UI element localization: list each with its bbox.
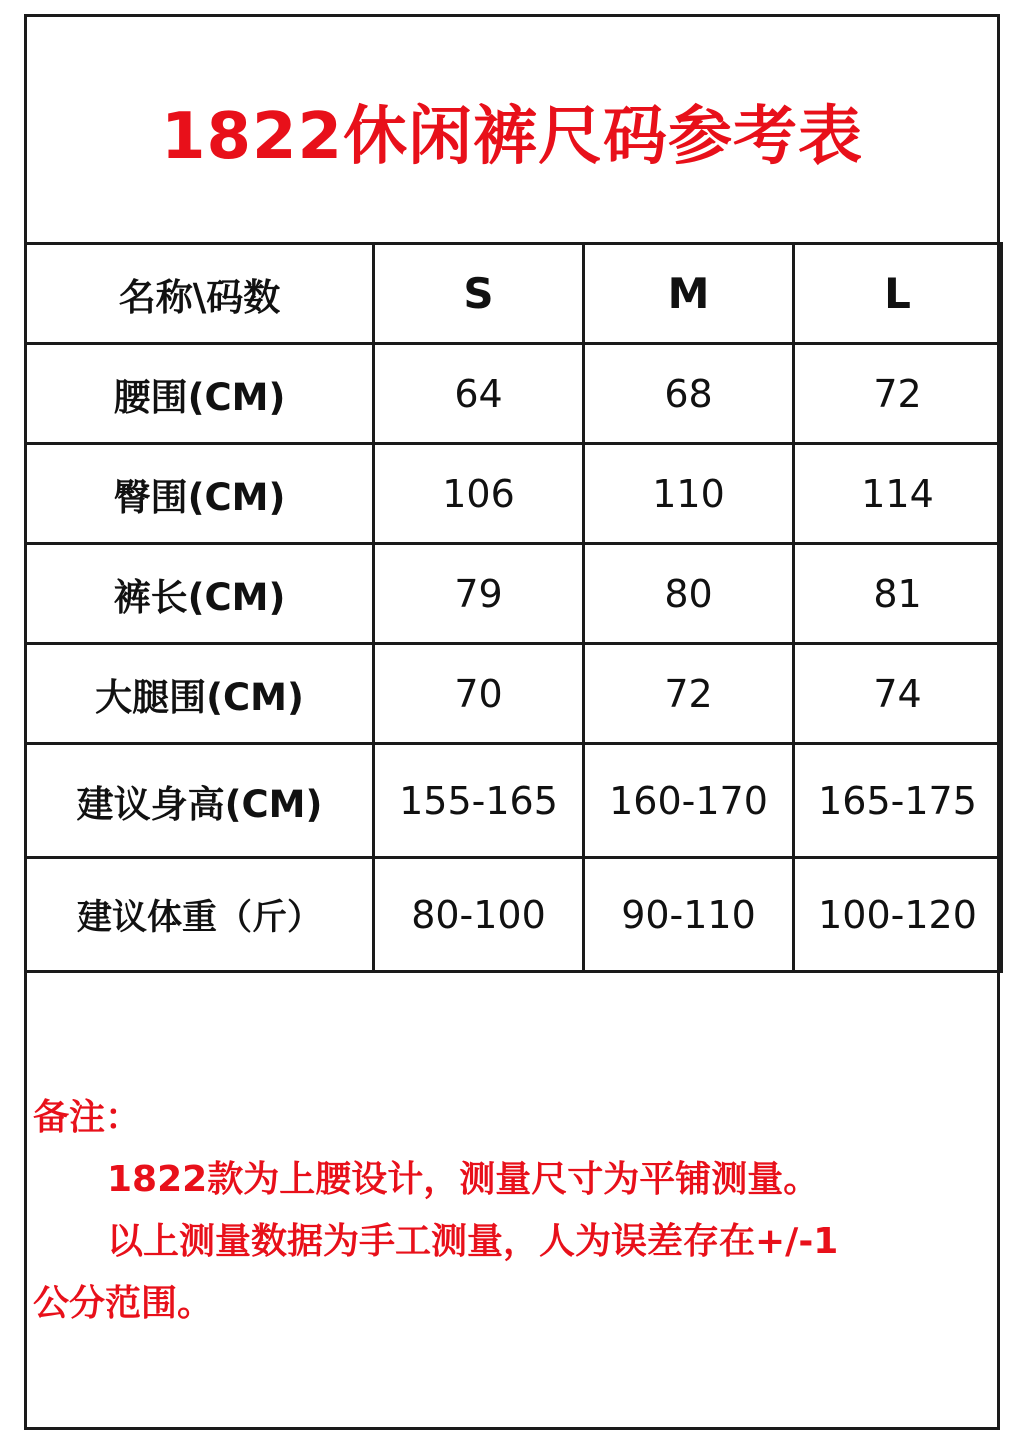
table-cell: 72 xyxy=(584,644,794,744)
row-label-height: 建议身高(CM) xyxy=(26,744,374,858)
table-cell: 68 xyxy=(584,344,794,444)
size-header-l: L xyxy=(794,244,1002,344)
table-cell: 81 xyxy=(794,544,1002,644)
row-label-hip: 臀围(CM) xyxy=(26,444,374,544)
table-cell: 72 xyxy=(794,344,1002,444)
size-table xyxy=(24,242,1003,973)
title-box xyxy=(27,17,997,245)
table-row xyxy=(26,644,1002,744)
notes-line-1: 1822款为上腰设计，测量尺寸为平铺测量。 xyxy=(107,1159,820,1200)
table-row xyxy=(26,858,1002,972)
table-cell: 155-165 xyxy=(374,744,584,858)
table-header-row xyxy=(26,244,1002,344)
chart-title: 1822休闲裤尺码参考表 xyxy=(160,100,864,174)
row-label-thigh: 大腿围(CM) xyxy=(26,644,374,744)
row-label-waist: 腰围(CM) xyxy=(26,344,374,444)
row-label-weight: 建议体重（斤） xyxy=(26,858,374,972)
table-row xyxy=(26,444,1002,544)
notes-line-2: 以上测量数据为手工测量，人为误差存在+/-1 xyxy=(107,1221,839,1262)
table-cell: 64 xyxy=(374,344,584,444)
table-cell: 165-175 xyxy=(794,744,1002,858)
notes-section xyxy=(33,1087,993,1335)
table-row xyxy=(26,544,1002,644)
table-cell: 110 xyxy=(584,444,794,544)
table-cell: 70 xyxy=(374,644,584,744)
table-cell: 74 xyxy=(794,644,1002,744)
notes-line-3: 公分范围。 xyxy=(33,1283,214,1324)
table-cell: 80-100 xyxy=(374,858,584,972)
notes-heading: 备注： xyxy=(33,1097,142,1138)
table-cell: 90-110 xyxy=(584,858,794,972)
size-header-s: S xyxy=(374,244,584,344)
table-cell: 100-120 xyxy=(794,858,1002,972)
row-label-length: 裤长(CM) xyxy=(26,544,374,644)
table-cell: 160-170 xyxy=(584,744,794,858)
table-cell: 80 xyxy=(584,544,794,644)
table-cell: 79 xyxy=(374,544,584,644)
header-label-cell: 名称\码数 xyxy=(26,244,374,344)
table-cell: 114 xyxy=(794,444,1002,544)
size-chart-frame xyxy=(24,14,1000,1430)
table-row xyxy=(26,744,1002,858)
table-row xyxy=(26,344,1002,444)
table-cell: 106 xyxy=(374,444,584,544)
size-header-m: M xyxy=(584,244,794,344)
